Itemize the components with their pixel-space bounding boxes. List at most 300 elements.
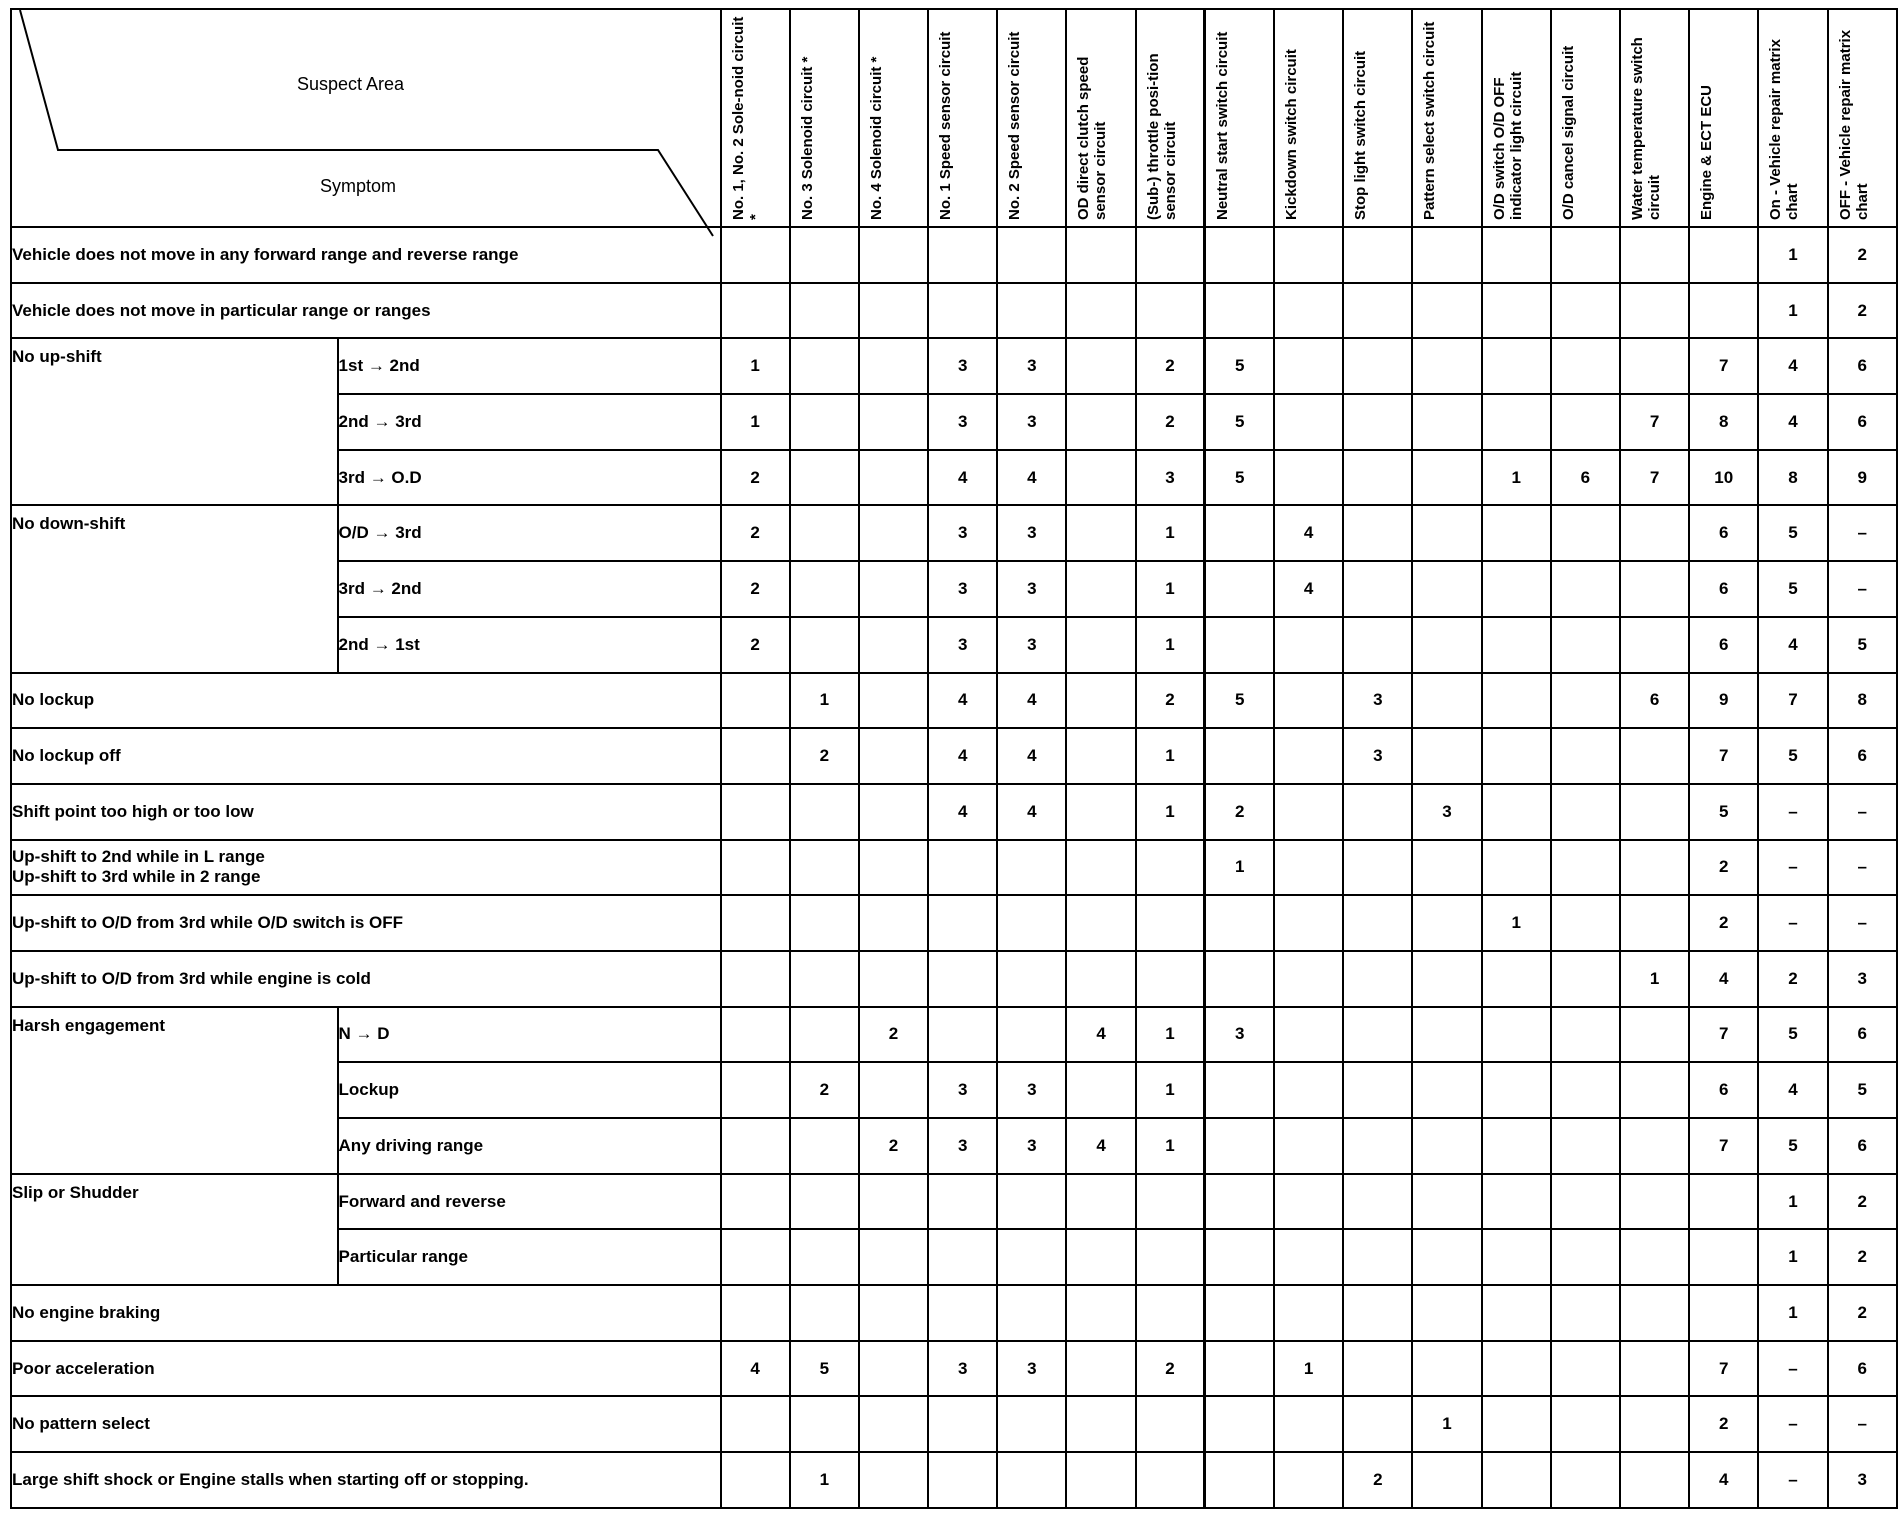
priority-cell — [1551, 283, 1620, 339]
priority-cell — [1205, 1341, 1274, 1397]
priority-cell: 3 — [1205, 1007, 1274, 1063]
priority-cell — [1551, 338, 1620, 394]
table-row — [11, 1341, 1897, 1397]
priority-cell — [1620, 1007, 1689, 1063]
priority-cell: 5 — [1828, 617, 1897, 673]
priority-cell — [1551, 1174, 1620, 1230]
priority-cell — [1482, 227, 1551, 283]
priority-cell — [790, 561, 859, 617]
priority-cell — [1343, 450, 1412, 506]
priority-cell — [1066, 895, 1135, 951]
priority-cell — [1205, 895, 1274, 951]
table-row — [11, 1174, 1897, 1230]
priority-cell: 1 — [1136, 1007, 1205, 1063]
sub-condition-cell — [338, 338, 721, 394]
priority-cell — [1343, 283, 1412, 339]
priority-cell — [1066, 728, 1135, 784]
priority-cell: 1 — [1136, 505, 1205, 561]
priority-cell: 3 — [997, 1062, 1066, 1118]
sub-condition-cell — [338, 450, 721, 506]
priority-cell: 4 — [997, 450, 1066, 506]
column-header — [1758, 9, 1827, 227]
priority-cell — [1412, 394, 1481, 450]
priority-cell — [859, 951, 928, 1007]
column-header — [1828, 9, 1897, 227]
column-header-label: On - Vehicle repair matrix chart — [1767, 39, 1802, 220]
column-header-label: O/D switch O/D OFF indicator light circuit — [1490, 71, 1525, 220]
priority-cell — [1343, 394, 1412, 450]
priority-cell — [1412, 617, 1481, 673]
sub-condition-cell — [338, 394, 721, 450]
column-header — [721, 9, 790, 227]
priority-cell — [790, 1174, 859, 1230]
priority-cell — [1482, 840, 1551, 896]
priority-cell — [1066, 673, 1135, 729]
priority-cell — [790, 895, 859, 951]
priority-cell — [721, 1452, 790, 1508]
symptom-label: Large shift shock or Engine stalls when starting off or stopping. — [12, 1469, 529, 1489]
priority-cell: 2 — [1136, 673, 1205, 729]
priority-cell — [859, 617, 928, 673]
priority-cell — [997, 895, 1066, 951]
sub-condition-cell — [338, 617, 721, 673]
sub-condition-cell — [338, 505, 721, 561]
priority-cell — [1343, 784, 1412, 840]
column-header-label: O/D cancel signal circuit — [1559, 45, 1577, 220]
priority-cell — [1412, 450, 1481, 506]
troubleshooting-matrix-table — [10, 8, 1898, 1509]
priority-cell: 3 — [928, 394, 997, 450]
priority-cell — [997, 951, 1066, 1007]
column-header-label: Engine & ECT ECU — [1698, 84, 1716, 220]
priority-cell — [1689, 1174, 1758, 1230]
priority-cell: 6 — [1689, 1062, 1758, 1118]
priority-cell — [1136, 895, 1205, 951]
priority-cell: – — [1758, 1396, 1827, 1452]
priority-cell — [1274, 227, 1343, 283]
priority-cell — [1066, 784, 1135, 840]
priority-cell — [1066, 1285, 1135, 1341]
column-header-label: (Sub-) throttle posi-tion sensor circuit — [1144, 53, 1179, 220]
symptom-cell — [11, 283, 721, 339]
priority-cell — [1205, 1396, 1274, 1452]
priority-cell — [1274, 1118, 1343, 1174]
priority-cell — [859, 283, 928, 339]
priority-cell: 1 — [721, 394, 790, 450]
priority-cell — [1205, 617, 1274, 673]
symptom-cell — [11, 951, 721, 1007]
priority-cell: 2 — [1205, 784, 1274, 840]
priority-cell: 4 — [997, 728, 1066, 784]
priority-cell — [721, 1174, 790, 1230]
priority-cell — [1343, 1062, 1412, 1118]
priority-cell — [1551, 1062, 1620, 1118]
priority-cell — [859, 1062, 928, 1118]
priority-cell: – — [1828, 505, 1897, 561]
priority-cell: 1 — [1136, 1118, 1205, 1174]
diagnostic-matrix-document — [10, 8, 1898, 1509]
priority-cell — [721, 283, 790, 339]
priority-cell — [1343, 227, 1412, 283]
priority-cell — [721, 1285, 790, 1341]
priority-cell: 2 — [859, 1007, 928, 1063]
priority-cell — [1274, 617, 1343, 673]
column-header — [1343, 9, 1412, 227]
priority-cell: 1 — [1482, 895, 1551, 951]
priority-cell — [1274, 394, 1343, 450]
column-header-label: Water temperature switch circuit — [1628, 37, 1663, 220]
priority-cell: 5 — [1758, 1007, 1827, 1063]
priority-cell: 3 — [997, 505, 1066, 561]
priority-cell: 5 — [1205, 394, 1274, 450]
priority-cell — [1620, 1452, 1689, 1508]
priority-cell — [1066, 227, 1135, 283]
priority-cell: 1 — [1758, 283, 1827, 339]
priority-cell: 3 — [997, 617, 1066, 673]
priority-cell: 3 — [1828, 1452, 1897, 1508]
priority-cell: 1 — [1274, 1341, 1343, 1397]
column-header — [1274, 9, 1343, 227]
priority-cell: 5 — [1758, 561, 1827, 617]
priority-cell — [1205, 1229, 1274, 1285]
symptom-label: Symptom — [320, 176, 397, 196]
column-header-label: Kickdown switch circuit — [1283, 49, 1301, 220]
symptom-cell — [11, 1341, 721, 1397]
priority-cell — [1551, 673, 1620, 729]
priority-cell — [859, 895, 928, 951]
priority-cell — [1412, 728, 1481, 784]
priority-cell — [721, 895, 790, 951]
priority-cell — [1620, 1341, 1689, 1397]
priority-cell: 4 — [1066, 1007, 1135, 1063]
priority-cell — [1066, 561, 1135, 617]
symptom-label: Up-shift to O/D from 3rd while O/D switch is OFF — [12, 913, 404, 933]
priority-cell — [790, 283, 859, 339]
priority-cell — [1620, 1229, 1689, 1285]
sub-condition-label: 3rd → O.D — [338, 467, 422, 487]
priority-cell — [1274, 1174, 1343, 1230]
priority-cell: 5 — [1828, 1062, 1897, 1118]
sub-condition-label: 2nd → 3rd — [338, 411, 422, 431]
priority-cell — [721, 784, 790, 840]
priority-cell: 3 — [997, 338, 1066, 394]
priority-cell: 2 — [1828, 283, 1897, 339]
priority-cell — [1689, 283, 1758, 339]
priority-cell — [928, 1285, 997, 1341]
priority-cell — [1620, 617, 1689, 673]
priority-cell — [790, 951, 859, 1007]
symptom-cell — [11, 895, 721, 951]
symptom-group-label: Harsh engagement — [12, 1015, 166, 1035]
priority-cell: 2 — [721, 561, 790, 617]
symptom-group-cell — [11, 1007, 338, 1174]
priority-cell — [1274, 338, 1343, 394]
column-header — [1136, 9, 1205, 227]
column-header — [1066, 9, 1135, 227]
priority-cell — [1482, 1452, 1551, 1508]
priority-cell: 2 — [1136, 394, 1205, 450]
priority-cell — [1136, 1285, 1205, 1341]
priority-cell: 1 — [1136, 784, 1205, 840]
column-header — [997, 9, 1066, 227]
priority-cell: 4 — [928, 728, 997, 784]
priority-cell — [1482, 338, 1551, 394]
sub-condition-cell — [338, 1174, 721, 1230]
priority-cell — [1412, 1285, 1481, 1341]
priority-cell: 3 — [997, 394, 1066, 450]
priority-cell — [1343, 561, 1412, 617]
priority-cell — [1620, 1062, 1689, 1118]
corner-header-cell — [11, 9, 721, 227]
priority-cell — [928, 227, 997, 283]
priority-cell — [1620, 784, 1689, 840]
sub-condition-cell — [338, 1229, 721, 1285]
priority-cell: 4 — [1274, 505, 1343, 561]
priority-cell — [1066, 450, 1135, 506]
priority-cell: 8 — [1758, 450, 1827, 506]
priority-cell — [790, 1007, 859, 1063]
priority-cell — [1412, 283, 1481, 339]
priority-cell: – — [1758, 1341, 1827, 1397]
priority-cell — [1412, 673, 1481, 729]
priority-cell — [1551, 1229, 1620, 1285]
column-header-label: Stop light switch circuit — [1352, 50, 1370, 220]
priority-cell — [1412, 338, 1481, 394]
priority-cell — [1482, 1174, 1551, 1230]
priority-cell — [859, 1229, 928, 1285]
table-row — [11, 840, 1897, 896]
priority-cell — [859, 673, 928, 729]
priority-cell — [1482, 1118, 1551, 1174]
priority-cell — [1066, 505, 1135, 561]
priority-cell — [1274, 1229, 1343, 1285]
priority-cell: 1 — [721, 338, 790, 394]
priority-cell: – — [1828, 561, 1897, 617]
priority-cell — [997, 227, 1066, 283]
priority-cell — [1551, 1007, 1620, 1063]
priority-cell — [1412, 227, 1481, 283]
table-row — [11, 505, 1897, 561]
priority-cell: 3 — [997, 561, 1066, 617]
priority-cell: 7 — [1689, 338, 1758, 394]
priority-cell: – — [1758, 784, 1827, 840]
sub-condition-label: Any driving range — [338, 1135, 484, 1155]
priority-cell — [997, 1285, 1066, 1341]
priority-cell: 6 — [1828, 1007, 1897, 1063]
priority-cell — [859, 1174, 928, 1230]
priority-cell — [928, 283, 997, 339]
sub-condition-label: O/D → 3rd — [338, 523, 422, 543]
sub-condition-label: 3rd → 2nd — [338, 578, 422, 598]
priority-cell — [1205, 1174, 1274, 1230]
priority-cell — [1412, 1452, 1481, 1508]
sub-condition-label: 1st → 2nd — [338, 356, 420, 376]
priority-cell — [1343, 895, 1412, 951]
priority-cell — [997, 1229, 1066, 1285]
priority-cell: 5 — [1758, 1118, 1827, 1174]
column-header-label: No. 4 Solenoid circuit * — [867, 56, 885, 220]
priority-cell: 8 — [1828, 673, 1897, 729]
priority-cell — [1482, 561, 1551, 617]
priority-cell — [1343, 1174, 1412, 1230]
priority-cell — [1412, 1229, 1481, 1285]
priority-cell — [1412, 840, 1481, 896]
symptom-group-cell — [11, 1174, 338, 1285]
priority-cell — [859, 338, 928, 394]
priority-cell — [1412, 561, 1481, 617]
column-header-label: Neutral start switch circuit — [1214, 31, 1232, 220]
priority-cell — [721, 1007, 790, 1063]
priority-cell: 5 — [790, 1341, 859, 1397]
priority-cell: 4 — [928, 784, 997, 840]
priority-cell: 7 — [1620, 394, 1689, 450]
column-header-label: No. 1 Speed sensor circuit — [937, 31, 955, 220]
priority-cell: – — [1758, 895, 1827, 951]
priority-cell — [1066, 1341, 1135, 1397]
priority-cell — [1274, 283, 1343, 339]
sub-condition-label: Particular range — [338, 1247, 468, 1267]
priority-cell — [859, 450, 928, 506]
priority-cell: 4 — [1689, 1452, 1758, 1508]
priority-cell — [928, 1452, 997, 1508]
priority-cell — [1551, 728, 1620, 784]
priority-cell: 3 — [928, 1062, 997, 1118]
priority-cell — [1412, 1341, 1481, 1397]
priority-cell — [1482, 1285, 1551, 1341]
priority-cell: 4 — [1758, 1062, 1827, 1118]
priority-cell: 2 — [721, 617, 790, 673]
priority-cell: 5 — [1205, 673, 1274, 729]
column-header — [1689, 9, 1758, 227]
priority-cell — [721, 951, 790, 1007]
sub-condition-cell — [338, 561, 721, 617]
priority-cell — [790, 1285, 859, 1341]
priority-cell — [1136, 1229, 1205, 1285]
table-row — [11, 1007, 1897, 1063]
priority-cell — [1343, 1007, 1412, 1063]
priority-cell: 3 — [1136, 450, 1205, 506]
priority-cell — [1551, 561, 1620, 617]
symptom-label: No lockup — [12, 690, 95, 710]
priority-cell — [1066, 951, 1135, 1007]
priority-cell — [1205, 1452, 1274, 1508]
priority-cell — [1343, 1118, 1412, 1174]
priority-cell: 6 — [1551, 450, 1620, 506]
symptom-label-line: Up-shift to 3rd while in 2 range — [12, 867, 261, 887]
priority-cell: 4 — [1758, 617, 1827, 673]
priority-cell: 6 — [1828, 728, 1897, 784]
column-header-label: No. 1, No. 2 Sole-noid circuit * — [729, 16, 764, 220]
priority-cell: 2 — [1689, 840, 1758, 896]
sub-condition-cell — [338, 1007, 721, 1063]
priority-cell — [1274, 895, 1343, 951]
priority-cell: 2 — [790, 1062, 859, 1118]
priority-cell — [1343, 1229, 1412, 1285]
table-row — [11, 227, 1897, 283]
priority-cell — [1551, 227, 1620, 283]
priority-cell — [1136, 1452, 1205, 1508]
column-header — [1205, 9, 1274, 227]
priority-cell — [1482, 617, 1551, 673]
table-row — [11, 283, 1897, 339]
column-header — [1412, 9, 1481, 227]
priority-cell — [721, 840, 790, 896]
priority-cell: 2 — [721, 450, 790, 506]
column-header — [1551, 9, 1620, 227]
suspect-area-label: Suspect Area — [297, 74, 405, 94]
priority-cell: 4 — [1758, 394, 1827, 450]
priority-cell — [1482, 1229, 1551, 1285]
table-row — [11, 338, 1897, 394]
symptom-group-label: No up-shift — [12, 347, 102, 367]
priority-cell: 4 — [1066, 1118, 1135, 1174]
priority-cell — [1620, 338, 1689, 394]
priority-cell: 3 — [928, 1118, 997, 1174]
symptom-cell — [11, 1452, 721, 1508]
header-row — [11, 9, 1897, 227]
priority-cell: 4 — [1274, 561, 1343, 617]
priority-cell: 3 — [928, 1341, 997, 1397]
priority-cell — [1482, 951, 1551, 1007]
priority-cell: – — [1828, 895, 1897, 951]
column-header — [1482, 9, 1551, 227]
priority-cell — [997, 1452, 1066, 1508]
symptom-cell — [11, 227, 721, 283]
priority-cell — [1343, 617, 1412, 673]
priority-cell: 2 — [1136, 338, 1205, 394]
priority-cell: 4 — [928, 673, 997, 729]
priority-cell: 3 — [928, 338, 997, 394]
column-header — [1620, 9, 1689, 227]
sub-condition-label: N → D — [338, 1024, 390, 1044]
symptom-cell — [11, 1396, 721, 1452]
priority-cell — [997, 1174, 1066, 1230]
priority-cell — [1066, 1396, 1135, 1452]
priority-cell — [1066, 338, 1135, 394]
priority-cell: 4 — [928, 450, 997, 506]
priority-cell — [1343, 1396, 1412, 1452]
priority-cell — [859, 728, 928, 784]
priority-cell — [1343, 505, 1412, 561]
priority-cell — [859, 1396, 928, 1452]
priority-cell — [928, 951, 997, 1007]
priority-cell: 5 — [1758, 505, 1827, 561]
priority-cell: 3 — [1343, 728, 1412, 784]
priority-cell — [1274, 728, 1343, 784]
priority-cell — [1620, 895, 1689, 951]
priority-cell — [859, 784, 928, 840]
priority-cell: 2 — [1828, 227, 1897, 283]
priority-cell — [1412, 505, 1481, 561]
priority-cell — [859, 394, 928, 450]
priority-cell: 6 — [1620, 673, 1689, 729]
column-header-label: Pattern select switch circuit — [1421, 21, 1439, 220]
priority-cell — [1205, 951, 1274, 1007]
priority-cell — [859, 1452, 928, 1508]
priority-cell — [1274, 1285, 1343, 1341]
priority-cell — [928, 1174, 997, 1230]
priority-cell: 1 — [790, 1452, 859, 1508]
priority-cell: 10 — [1689, 450, 1758, 506]
priority-cell — [1066, 1452, 1135, 1508]
priority-cell: 2 — [859, 1118, 928, 1174]
priority-cell — [928, 1229, 997, 1285]
priority-cell — [1620, 1174, 1689, 1230]
priority-cell — [1066, 617, 1135, 673]
priority-cell — [928, 1396, 997, 1452]
priority-cell — [859, 1341, 928, 1397]
priority-cell — [1620, 1118, 1689, 1174]
